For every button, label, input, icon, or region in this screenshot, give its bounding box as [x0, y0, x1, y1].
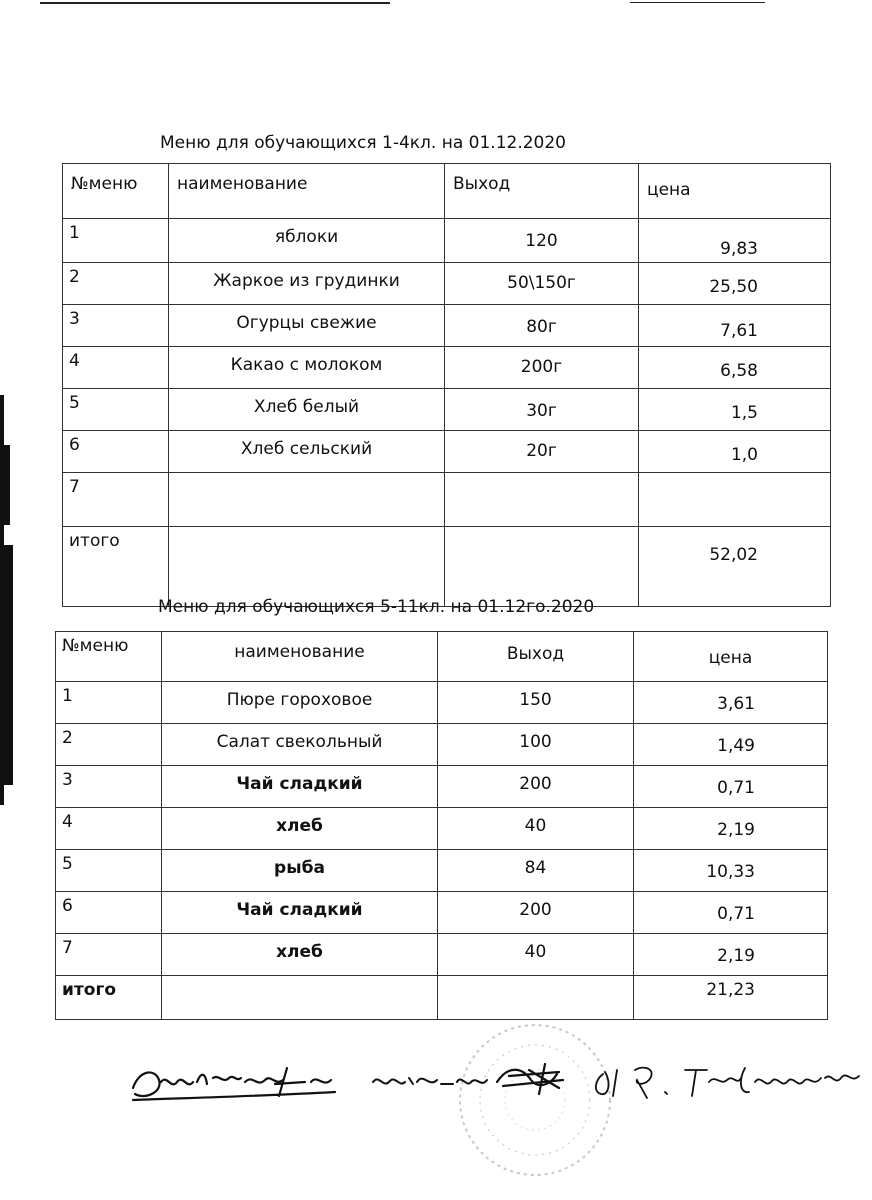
row-dish-name: яблоки: [169, 219, 445, 263]
row-number: 3: [56, 766, 162, 808]
row-number: 7: [56, 934, 162, 976]
row-price: 9,83: [639, 219, 831, 263]
row-output: 30г: [445, 389, 639, 431]
row-dish-name: Пюре гороховое: [162, 682, 438, 724]
table-row: [63, 473, 831, 527]
row-dish-name: хлеб: [162, 808, 438, 850]
row-number: 5: [56, 850, 162, 892]
row-dish-name: Огурцы свежие: [169, 305, 445, 347]
table-row: [56, 682, 828, 724]
row-dish-name: Какао с молоком: [169, 347, 445, 389]
row-output: 200: [438, 892, 634, 934]
row-price: 7,61: [639, 305, 831, 347]
header-cell-number: №меню: [56, 632, 162, 682]
row-number: 1: [63, 219, 169, 263]
header-cell-price: цена: [639, 164, 831, 219]
scan-top-line: [630, 2, 765, 3]
table-row: [56, 724, 828, 766]
total-label: итого: [56, 976, 162, 1020]
row-number: 7: [63, 473, 169, 527]
row-output: 150: [438, 682, 634, 724]
scan-top-line: [40, 2, 390, 4]
row-price: 10,33: [634, 850, 828, 892]
row-price: 2,19: [634, 934, 828, 976]
row-dish-name: [169, 473, 445, 527]
header-cell-number: №меню: [63, 164, 169, 219]
total-empty-cell: [445, 527, 639, 607]
row-output: 80г: [445, 305, 639, 347]
total-price: 52,02: [639, 527, 831, 607]
header-cell-price: цена: [634, 632, 828, 682]
row-output: [445, 473, 639, 527]
row-dish-name: Салат свекольный: [162, 724, 438, 766]
table-row: [56, 766, 828, 808]
row-price: 6,58: [639, 347, 831, 389]
table-row: [56, 892, 828, 934]
row-price: 0,71: [634, 766, 828, 808]
row-price: 3,61: [634, 682, 828, 724]
table-header-row: [63, 164, 831, 219]
header-cell-output: Выход: [438, 632, 634, 682]
signature-image: [125, 1048, 865, 1118]
row-output: 200г: [445, 347, 639, 389]
row-price: [639, 473, 831, 527]
table-row: [63, 431, 831, 473]
header-cell-output: Выход: [445, 164, 639, 219]
row-number: 6: [56, 892, 162, 934]
menu2-table: [55, 631, 828, 1020]
table-row: [63, 219, 831, 263]
row-output: 40: [438, 934, 634, 976]
row-output: 50\150г: [445, 263, 639, 305]
row-number: 5: [63, 389, 169, 431]
row-dish-name: Чай сладкий: [162, 892, 438, 934]
menu1-table: [62, 163, 831, 607]
row-price: 2,19: [634, 808, 828, 850]
row-number: 4: [56, 808, 162, 850]
row-number: 4: [63, 347, 169, 389]
menu1-title: Меню для обучающихся 1-4кл. на 01.12.2020: [160, 133, 566, 153]
row-price: 1,49: [634, 724, 828, 766]
row-dish-name: Жаркое из грудинки: [169, 263, 445, 305]
table-row: [63, 347, 831, 389]
row-dish-name: рыба: [162, 850, 438, 892]
row-output: 100: [438, 724, 634, 766]
row-output: 120: [445, 219, 639, 263]
menu2-title: Меню для обучающихся 5-11кл. на 01.12го.2020: [158, 597, 595, 617]
header-cell-name: наименование: [169, 164, 445, 219]
scan-left-edge: [0, 395, 14, 805]
table-row: [56, 808, 828, 850]
row-price: 0,71: [634, 892, 828, 934]
row-number: 6: [63, 431, 169, 473]
row-output: 40: [438, 808, 634, 850]
table-row: [56, 850, 828, 892]
total-empty-cell: [169, 527, 445, 607]
total-price: 21,23: [634, 976, 828, 1020]
row-price: 1,5: [639, 389, 831, 431]
row-output: 84: [438, 850, 634, 892]
row-output: 20г: [445, 431, 639, 473]
total-empty-cell: [162, 976, 438, 1020]
row-dish-name: Чай сладкий: [162, 766, 438, 808]
row-price: 25,50: [639, 263, 831, 305]
table-row: [63, 389, 831, 431]
total-row: [63, 527, 831, 607]
row-price: 1,0: [639, 431, 831, 473]
row-dish-name: Хлеб сельский: [169, 431, 445, 473]
row-number: 2: [56, 724, 162, 766]
table-row: [63, 263, 831, 305]
row-number: 3: [63, 305, 169, 347]
total-label: итого: [63, 527, 169, 607]
row-number: 2: [63, 263, 169, 305]
table-row: [63, 305, 831, 347]
row-number: 1: [56, 682, 162, 724]
row-output: 200: [438, 766, 634, 808]
row-dish-name: Хлеб белый: [169, 389, 445, 431]
row-dish-name: хлеб: [162, 934, 438, 976]
table-header-row: [56, 632, 828, 682]
table-row: [56, 934, 828, 976]
header-cell-name: наименование: [162, 632, 438, 682]
